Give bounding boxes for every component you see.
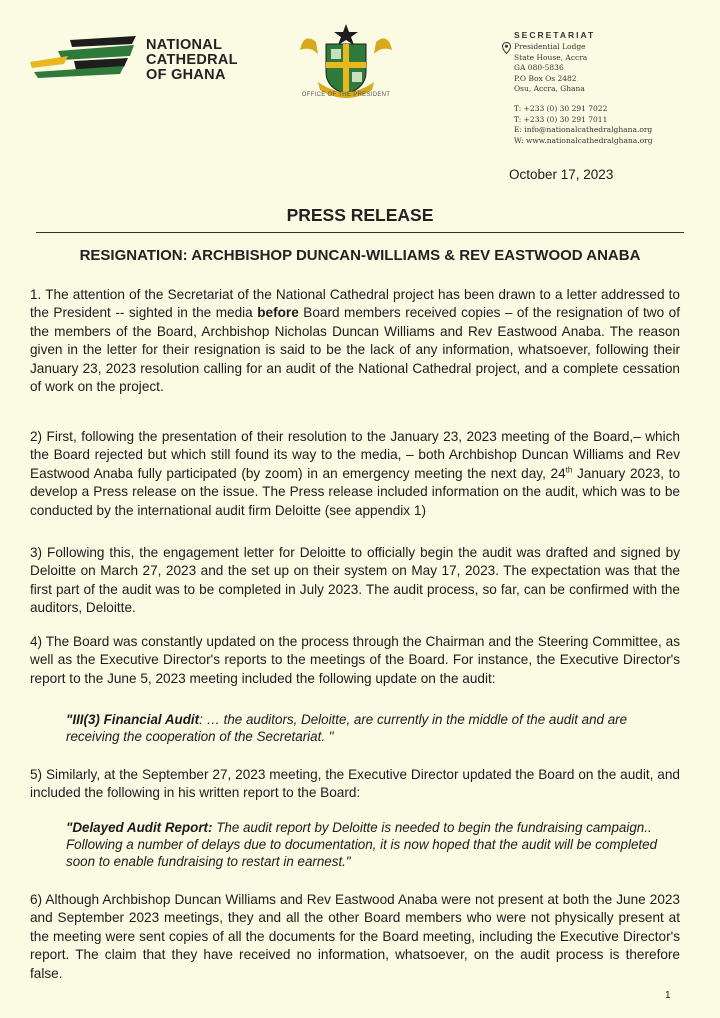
- release-date: October 17, 2023: [509, 167, 614, 182]
- crest-caption: OFFICE OF THE PRESIDENT: [301, 92, 391, 98]
- paragraph-1: [30, 286, 680, 396]
- address-line: P.O Box Os 2482: [514, 73, 577, 83]
- quote-delayed-audit: [66, 820, 680, 870]
- secretariat-address: [514, 42, 587, 95]
- paragraph-6: 6) Although Archbishop Duncan Williams and Rev Eastwood Anaba were not present at both the June 2023 and September 2023 meetings, they and all the other Board members who were not physically present at the meeting were sent copies of all the documents for the Board meeting, including the Executive Director's report. The claim that they have received no information, whatsoever, on the audit process is therefore false.: [30, 892, 680, 981]
- logo-line-1: NATIONAL: [146, 37, 223, 53]
- paragraph-2: [30, 428, 680, 520]
- title-divider: [36, 232, 684, 233]
- p2-text-b: January 2023, to develop a Press release on the issue. The Press release included information on the audit, which was to be conducted by the international audit firm Deloitte (see appendix 1): [30, 465, 681, 518]
- p2-superscript: th: [565, 465, 573, 475]
- p1-bold: before: [257, 305, 299, 321]
- address-line: State House, Accra: [514, 52, 588, 62]
- p1-text-b: Board members received copies – of the resignation of two of the members of the Board, Archbishop Nicholas Duncan Williams and Rev Eastwood Anaba. The reason given in the letter for their resignation is said to be the lack of any information, whatsoever, following their January 23, 2023 resolution calling for an audit of the National Cathedral project, and a complete cessation of work on the project.: [30, 305, 680, 395]
- q1-bold: "III(3) Financial Audit: [66, 712, 200, 727]
- logo-line-2: CATHEDRAL: [146, 52, 238, 68]
- q2-text: The audit report by Deloitte is needed to begin the fundraising campaign.. Following a number of delays due to documentation, it is now hoped that the audit will be completed soon to enable fundraising to restart in earnest.": [66, 820, 658, 869]
- email: E: info@nationalcathedralghana.org: [514, 125, 653, 134]
- secretariat-phones: [514, 104, 653, 146]
- q1-text: : … the auditors, Deloitte, are currently in the middle of the audit and are receiving the cooperation of the Secretariat. ": [66, 712, 628, 744]
- flag-stripes-icon: [28, 34, 140, 80]
- phone-2: T: +233 (0) 30 291 7011: [514, 114, 608, 124]
- paragraph-5: 5) Similarly, at the September 27, 2023 meeting, the Executive Director updated the Board on the audit, and included the following in his written report to the Board:: [30, 767, 680, 801]
- p1-text-a: 1. The attention of the Secretariat of the National Cathedral project has been drawn to a letter addressed to the President -- sighted in the media: [30, 287, 680, 321]
- location-pin-icon: [502, 42, 511, 54]
- paragraph-4: 4) The Board was constantly updated on the process through the Chairman and the Steering Committee, as well as the Executive Director's reports to the meetings of the Board. For instance, the Executive Director's report to the June 5, 2023 meeting included the following update on the audit:: [30, 634, 680, 686]
- paragraph-3: 3) Following this, the engagement letter for Deloitte to officially begin the audit was drafted and signed by Deloitte on March 27, 2023 and the set up on their system on May 17, 2023. The expectation was that the first part of the audit was to be completed in July 2023. The audit process, so far, can be confirmed with the auditors, Deloitte.: [30, 545, 680, 616]
- address-line: Presidential Lodge: [514, 42, 586, 51]
- address-line: Osu, Accra, Ghana: [514, 84, 585, 93]
- q2-bold: "Delayed Audit Report:: [66, 820, 213, 835]
- logo-text: [146, 38, 238, 83]
- headline: RESIGNATION: ARCHBISHOP DUNCAN-WILLIAMS & REV EASTWOOD ANABA: [79, 247, 641, 264]
- national-cathedral-logo: [28, 34, 258, 84]
- logo-line-3: OF GHANA: [146, 67, 226, 83]
- address-line: GA 080-5836: [514, 63, 564, 72]
- secretariat-title: SECRETARIAT: [514, 30, 596, 40]
- phone-1: T: +233 (0) 30 291 7022: [514, 104, 608, 113]
- press-release-title: PRESS RELEASE: [286, 205, 434, 225]
- p2-text-a: 2) First, following the presentation of their resolution to the January 23, 2023 meeting of the Board,– which the Board rejected but which still found its way to the media, – both Archbishop Duncan Williams and Rev Eastwood Anaba fully participated (by zoom) in an emergency meeting the next day, 24: [30, 429, 680, 481]
- page-number: 1: [665, 990, 671, 1001]
- website: W: www.nationalcathedralghana.org: [514, 135, 653, 145]
- quote-financial-audit: [66, 712, 680, 746]
